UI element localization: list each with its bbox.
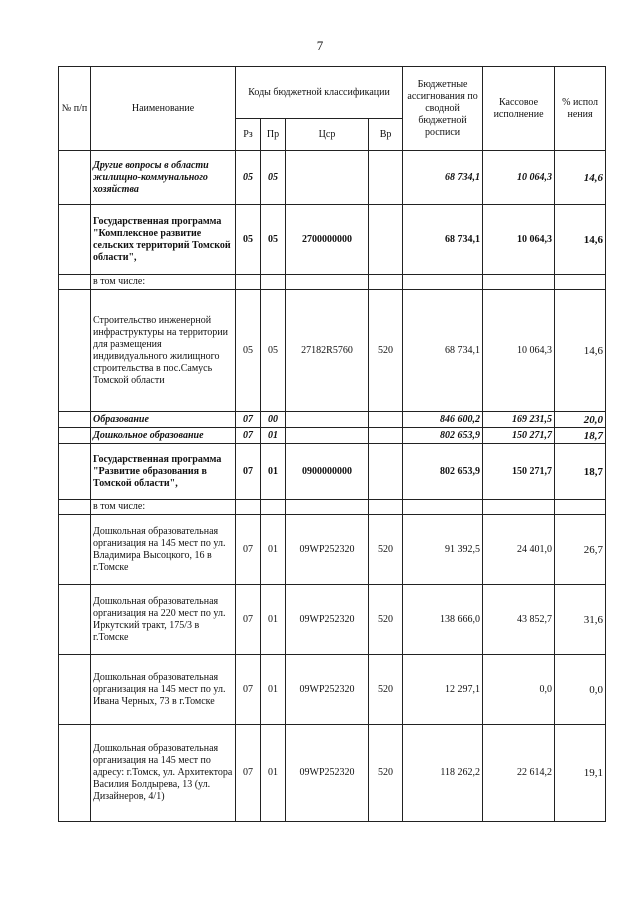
header-codes: Коды бюджетной классификации bbox=[236, 67, 403, 119]
cell-exec bbox=[483, 275, 555, 290]
cell-rz: 07 bbox=[236, 515, 261, 585]
table-row bbox=[59, 151, 606, 205]
cell-exec: 43 852,7 bbox=[483, 585, 555, 655]
header-name: Наименование bbox=[91, 67, 236, 151]
cell-num bbox=[59, 515, 91, 585]
cell-exec: 10 064,3 bbox=[483, 151, 555, 205]
header-vr: Вр bbox=[369, 119, 403, 151]
cell-num bbox=[59, 151, 91, 205]
cell-csr bbox=[286, 275, 369, 290]
cell-pr bbox=[261, 500, 286, 515]
table-body bbox=[59, 151, 606, 822]
cell-exec: 150 271,7 bbox=[483, 428, 555, 444]
table-row bbox=[59, 655, 606, 725]
cell-vr bbox=[369, 428, 403, 444]
cell-csr: 09WP252320 bbox=[286, 585, 369, 655]
cell-vr bbox=[369, 275, 403, 290]
cell-pct: 18,7 bbox=[555, 428, 606, 444]
cell-vr bbox=[369, 444, 403, 500]
cell-pr: 01 bbox=[261, 655, 286, 725]
cell-rz bbox=[236, 500, 261, 515]
cell-budget: 68 734,1 bbox=[403, 290, 483, 412]
cell-pct: 14,6 bbox=[555, 205, 606, 275]
table-row bbox=[59, 725, 606, 822]
cell-pct bbox=[555, 275, 606, 290]
cell-rz: 05 bbox=[236, 205, 261, 275]
cell-budget bbox=[403, 500, 483, 515]
table-row bbox=[59, 205, 606, 275]
cell-num bbox=[59, 205, 91, 275]
header-num: № п/п bbox=[59, 67, 91, 151]
cell-name: Дошкольная образовательная организация на 220 мест по ул. Иркутский тракт, 175/3 в г.Томске bbox=[91, 585, 236, 655]
cell-rz: 05 bbox=[236, 151, 261, 205]
cell-pct: 31,6 bbox=[555, 585, 606, 655]
cell-budget: 802 653,9 bbox=[403, 444, 483, 500]
cell-budget: 68 734,1 bbox=[403, 205, 483, 275]
header-exec: Кассовое исполнение bbox=[483, 67, 555, 151]
cell-rz: 07 bbox=[236, 655, 261, 725]
cell-pr: 05 bbox=[261, 151, 286, 205]
cell-budget: 802 653,9 bbox=[403, 428, 483, 444]
cell-pr: 05 bbox=[261, 290, 286, 412]
cell-num bbox=[59, 655, 91, 725]
cell-name: Другие вопросы в области жилищно-коммунального хозяйства bbox=[91, 151, 236, 205]
cell-pct: 18,7 bbox=[555, 444, 606, 500]
cell-exec: 10 064,3 bbox=[483, 290, 555, 412]
table-row bbox=[59, 290, 606, 412]
cell-name: Дошкольная образовательная организация на 145 мест по адресу: г.Томск, ул. Архитектора Василия Болдырева, 13 (ул. Дизайнеров, 4/1) bbox=[91, 725, 236, 822]
cell-exec: 150 271,7 bbox=[483, 444, 555, 500]
table-row bbox=[59, 428, 606, 444]
cell-rz: 07 bbox=[236, 428, 261, 444]
cell-pr: 01 bbox=[261, 725, 286, 822]
budget-table bbox=[58, 66, 606, 822]
cell-csr bbox=[286, 151, 369, 205]
cell-num bbox=[59, 500, 91, 515]
cell-num bbox=[59, 412, 91, 428]
cell-vr: 520 bbox=[369, 725, 403, 822]
cell-pr: 01 bbox=[261, 428, 286, 444]
table-row bbox=[59, 515, 606, 585]
cell-num bbox=[59, 585, 91, 655]
cell-rz: 07 bbox=[236, 412, 261, 428]
cell-csr: 09WP252320 bbox=[286, 515, 369, 585]
cell-vr bbox=[369, 205, 403, 275]
cell-csr: 27182R5760 bbox=[286, 290, 369, 412]
cell-name: Образование bbox=[91, 412, 236, 428]
cell-vr: 520 bbox=[369, 290, 403, 412]
header-csr: Цср bbox=[286, 119, 369, 151]
cell-vr: 520 bbox=[369, 655, 403, 725]
cell-exec bbox=[483, 500, 555, 515]
cell-num bbox=[59, 275, 91, 290]
table-row bbox=[59, 444, 606, 500]
cell-exec: 10 064,3 bbox=[483, 205, 555, 275]
cell-name: Дошкольная образовательная организация на 145 мест по ул. Владимира Высоцкого, 16 в г.Томске bbox=[91, 515, 236, 585]
header-pr: Пр bbox=[261, 119, 286, 151]
cell-exec: 0,0 bbox=[483, 655, 555, 725]
cell-num bbox=[59, 444, 91, 500]
cell-pr: 00 bbox=[261, 412, 286, 428]
table-header bbox=[59, 67, 606, 151]
page-number: 7 bbox=[316, 38, 324, 53]
cell-name: в том числе: bbox=[91, 275, 236, 290]
cell-budget: 138 666,0 bbox=[403, 585, 483, 655]
cell-pr bbox=[261, 275, 286, 290]
cell-budget: 68 734,1 bbox=[403, 151, 483, 205]
cell-csr bbox=[286, 500, 369, 515]
cell-pr: 05 bbox=[261, 205, 286, 275]
cell-budget bbox=[403, 275, 483, 290]
cell-name: Государственная программа "Комплексное развитие сельских территорий Томской области", bbox=[91, 205, 236, 275]
cell-pct: 19,1 bbox=[555, 725, 606, 822]
cell-name: Государственная программа "Развитие образования в Томской области", bbox=[91, 444, 236, 500]
cell-rz: 05 bbox=[236, 290, 261, 412]
cell-pr: 01 bbox=[261, 515, 286, 585]
cell-budget: 118 262,2 bbox=[403, 725, 483, 822]
cell-csr bbox=[286, 412, 369, 428]
cell-pr: 01 bbox=[261, 585, 286, 655]
cell-pct: 14,6 bbox=[555, 151, 606, 205]
table-row bbox=[59, 275, 606, 290]
cell-name: Строительство инженерной инфраструктуры на территории для размещения индивидуального жилищного строительства в пос.Самусь Томской области bbox=[91, 290, 236, 412]
cell-pct: 0,0 bbox=[555, 655, 606, 725]
cell-vr: 520 bbox=[369, 585, 403, 655]
cell-exec: 169 231,5 bbox=[483, 412, 555, 428]
cell-pct: 26,7 bbox=[555, 515, 606, 585]
cell-name: Дошкольная образовательная организация на 145 мест по ул. Ивана Черных, 73 в г.Томске bbox=[91, 655, 236, 725]
cell-pct bbox=[555, 500, 606, 515]
cell-csr bbox=[286, 428, 369, 444]
table-row bbox=[59, 412, 606, 428]
cell-num bbox=[59, 428, 91, 444]
cell-pct: 20,0 bbox=[555, 412, 606, 428]
cell-num bbox=[59, 290, 91, 412]
cell-budget: 12 297,1 bbox=[403, 655, 483, 725]
cell-rz: 07 bbox=[236, 444, 261, 500]
cell-vr bbox=[369, 412, 403, 428]
cell-csr: 09WP252320 bbox=[286, 655, 369, 725]
cell-num bbox=[59, 725, 91, 822]
cell-name: Дошкольное образование bbox=[91, 428, 236, 444]
cell-rz bbox=[236, 275, 261, 290]
cell-rz: 07 bbox=[236, 585, 261, 655]
cell-name: в том числе: bbox=[91, 500, 236, 515]
cell-exec: 24 401,0 bbox=[483, 515, 555, 585]
cell-csr: 09WP252320 bbox=[286, 725, 369, 822]
cell-vr bbox=[369, 500, 403, 515]
header-budget: Бюджетные ассигнования по сводной бюджетной росписи bbox=[403, 67, 483, 151]
cell-pr: 01 bbox=[261, 444, 286, 500]
table-row bbox=[59, 585, 606, 655]
cell-budget: 846 600,2 bbox=[403, 412, 483, 428]
cell-pct: 14,6 bbox=[555, 290, 606, 412]
cell-budget: 91 392,5 bbox=[403, 515, 483, 585]
table-row bbox=[59, 500, 606, 515]
cell-vr: 520 bbox=[369, 515, 403, 585]
cell-vr bbox=[369, 151, 403, 205]
header-pct: % испол нения bbox=[555, 67, 606, 151]
cell-csr: 2700000000 bbox=[286, 205, 369, 275]
cell-csr: 0900000000 bbox=[286, 444, 369, 500]
cell-rz: 07 bbox=[236, 725, 261, 822]
header-rz: Рз bbox=[236, 119, 261, 151]
cell-exec: 22 614,2 bbox=[483, 725, 555, 822]
